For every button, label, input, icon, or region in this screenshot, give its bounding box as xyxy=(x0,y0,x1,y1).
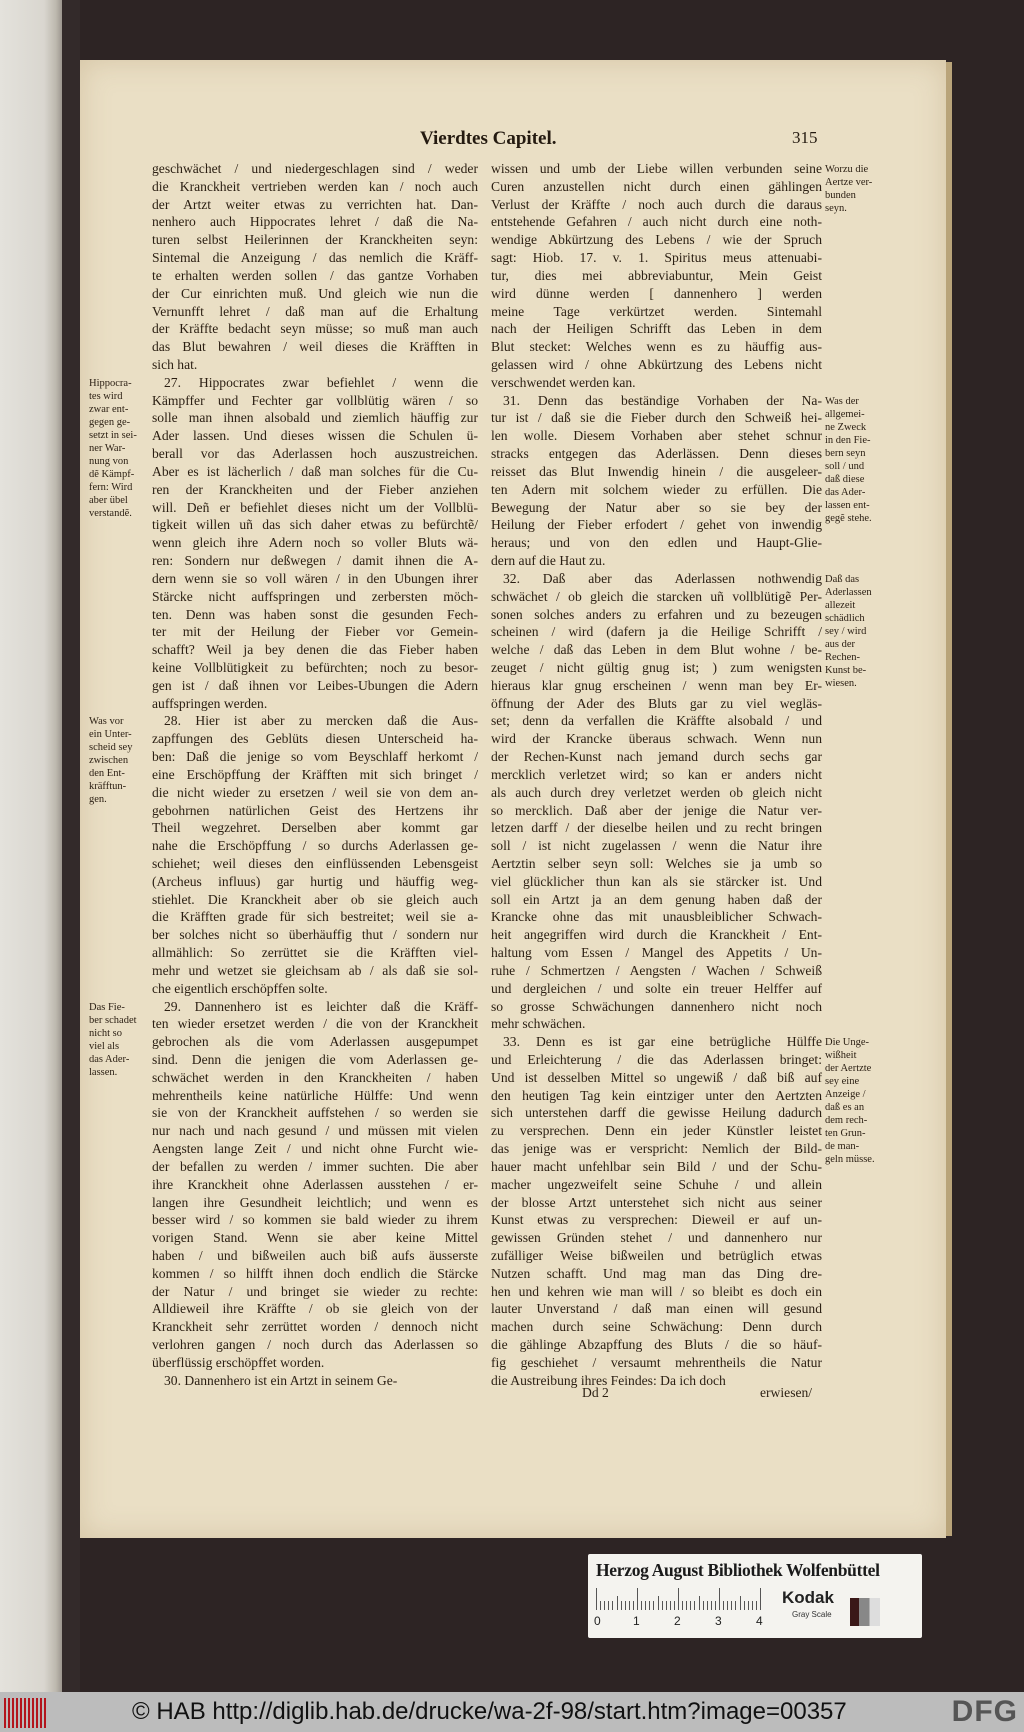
text-line: heraus; und von den edlen und Haupt-Glie- xyxy=(491,535,822,551)
ruler-tick xyxy=(744,1601,745,1610)
margin-note-line: allezeit xyxy=(825,599,856,611)
text-line: sind. Denn die jenigen die vom Aderlassen ge- xyxy=(152,1052,478,1067)
gray-scale-label: Gray Scale xyxy=(792,1610,832,1619)
text-line: und Erleichterung / die das Aderlassen bringet: xyxy=(491,1052,822,1067)
ruler-tick xyxy=(621,1601,622,1610)
text-line: ren der Kranckheiten und der Fieber anziehen xyxy=(152,481,478,497)
text-line: Ader lassen. Und dieses wissen die Schulen ü- xyxy=(152,428,478,444)
text-line: stiehlet. Die Kranckheit aber ob sie gleich auch xyxy=(152,891,478,907)
margin-note-line: seyn. xyxy=(825,203,847,214)
text-line: wendige Abkürtzung des Lebens / wie der Spruch xyxy=(491,232,822,248)
text-line: 31. Denn das beständige Vorhaben der Na- xyxy=(503,392,822,408)
ruler-tick xyxy=(600,1601,601,1610)
text-line: schwächet werden in den Kranckheiten / haben xyxy=(152,1069,478,1085)
margin-note-line: das Ader- xyxy=(89,1053,130,1065)
text-line: ben: Daß die jenige so vom Beyschlaff herkomt / xyxy=(152,749,478,765)
text-line: die nicht wieder zu ersetzen / weil sie von dem an- xyxy=(152,784,478,800)
margin-note-line: daß es an xyxy=(825,1102,865,1114)
text-line: Vernunfft lehret / daß man auf die Erhaltung xyxy=(152,303,478,319)
margin-note-line: der Aertzte xyxy=(825,1063,872,1075)
ruler-scale xyxy=(596,1588,776,1610)
ruler-tick xyxy=(678,1588,679,1610)
text-line: Heilung der Fieber erfodert / gehet von inwendig xyxy=(491,517,822,533)
margin-note-left xyxy=(89,715,132,806)
text-line: der Cur einrichten muß. Und gleich wie nun die xyxy=(152,285,478,301)
text-line: will. Deñ er befiehlet dieses nicht um der Vollblü- xyxy=(152,499,478,515)
text-line: zu versprechen. Denn ein jeder Künstler leistet xyxy=(491,1123,822,1139)
margin-note-line: lassen. xyxy=(89,1066,118,1078)
text-line: nur nach und nach gesund / und müssen mit vielen xyxy=(152,1123,478,1139)
text-line: berall vor das Aderlassen hoch auszustreichen. xyxy=(152,446,478,462)
text-line: Nutzen schafft. Und mag man das Ding dre- xyxy=(491,1265,822,1281)
margin-note-line: sey eine xyxy=(825,1076,860,1088)
ruler-tick xyxy=(719,1588,720,1610)
text-line: besser wird / so kommen sie bald wieder zu ihrem xyxy=(152,1212,478,1228)
margin-note-line: kräfftun- xyxy=(89,781,127,793)
text-line: Sintemal die Anzeigung / das nemlich die Kräff- xyxy=(152,250,478,266)
text-line: und dergleichen / und solte ein treuer Helffer auf xyxy=(491,980,822,996)
ruler-tick xyxy=(727,1601,728,1610)
ruler-tick xyxy=(740,1596,741,1610)
margin-note-line: Kunst be- xyxy=(825,664,867,676)
ruler-tick xyxy=(694,1601,695,1610)
text-line: soll / ist nicht zugelassen / wenn die Natur ihre xyxy=(491,838,822,854)
text-line: ruhe / Schmertzen / Aengsten / Wachen / Schweiß xyxy=(491,962,822,978)
margin-note-line: daß diese xyxy=(825,473,865,485)
text-line: 27. Hippocrates zwar befiehlet / wenn die xyxy=(164,374,478,390)
text-line: reisset das Blut Inwendig hinein / die ausgeleer- xyxy=(491,463,822,479)
text-line: als auch durch drey verletzet werden ob gleich nicht xyxy=(491,784,822,800)
margin-note-line: nung von xyxy=(89,455,129,467)
ruler-tick xyxy=(703,1601,704,1610)
ruler-tick xyxy=(662,1601,663,1610)
margin-note-line: de man- xyxy=(825,1141,860,1153)
margin-note-line: bern seyn xyxy=(825,447,866,459)
text-line: wissen und umb der Liebe willen verbunden seine xyxy=(491,161,822,176)
text-line: mehr und wetzet sie gleichsam ab / als daß sie sol- xyxy=(152,962,478,978)
text-line: schafft? Weil ja bey denen die das Fieber haben xyxy=(152,642,478,658)
text-line: der Artzt weiter etwas zu verrichten hat. Dan- xyxy=(152,196,478,212)
text-line: fig geschiehet / versaumt mehrentheils die Natur xyxy=(491,1354,822,1370)
text-line: tur ist / daß sie die Fieber durch den Schweiß hei- xyxy=(491,410,822,426)
ruler-tick xyxy=(760,1588,761,1610)
ruler-tick xyxy=(735,1601,736,1610)
text-line: geschwächet / und niedergeschlagen sind / weder xyxy=(152,161,478,176)
margin-note-line: sey / wird xyxy=(825,625,867,637)
ruler-tick xyxy=(666,1601,667,1610)
text-line: Bewegung der Natur aber so sie bey der xyxy=(491,499,822,515)
text-line: so grosse Schwächungen dannenhero nicht noch xyxy=(491,998,822,1014)
text-line: 32. Daß aber das Aderlassen nothwendig xyxy=(503,570,822,586)
ruler-tick xyxy=(629,1601,630,1610)
text-line: ter mit der Heilung der Fieber vor Gemein- xyxy=(152,624,478,640)
text-line: das jenige was er verspricht: Nemlich der Bild- xyxy=(491,1141,822,1157)
text-line: der Natur / und bringet sie wieder zu rechte: xyxy=(152,1283,478,1299)
scale-number: 1 xyxy=(633,1614,640,1628)
text-line: hen und kehren wie man will / so bleibt es doch ein xyxy=(491,1283,822,1299)
text-line: der befallen zu werden / immer suchten. Die aber xyxy=(152,1158,478,1174)
margin-note-line: viel als xyxy=(89,1040,120,1052)
margin-note-line: geln müsse. xyxy=(825,1154,875,1166)
text-line: tigkeit willen uñ das sich daher etwas zu befürchtẽ/ xyxy=(152,517,478,533)
text-line: schiehet; weil dieses den einflüssenden Lebensgeist xyxy=(152,855,478,871)
text-line: mehr schwächen. xyxy=(491,1016,586,1032)
text-line: 33. Denn es ist gar eine betrügliche Hülffe xyxy=(503,1034,822,1050)
text-line: lauter Unverstand / daß man einen will gesund xyxy=(491,1301,822,1317)
ruler-tick xyxy=(670,1601,671,1610)
scale-number: 3 xyxy=(715,1614,722,1628)
library-name: Herzog August Bibliothek Wolfenbüttel xyxy=(596,1560,880,1580)
ruler-tick xyxy=(625,1601,626,1610)
text-line: der Rechen-Kunst nach jemand durch sechs gar xyxy=(491,749,822,765)
text-line: gelassen wird / ohne Abkürtzung des Lebens nicht xyxy=(491,357,822,373)
text-line: verlohren gangen / noch durch das Aderlassen so xyxy=(152,1337,478,1353)
text-line: len wolle. Diesem Vorhaben aber stehet schnur xyxy=(491,428,822,444)
margin-note-left xyxy=(89,377,137,520)
text-line: solle man ihnen alsobald und ziemlich häuffig zur xyxy=(152,410,478,426)
text-line: die Kräfften grade für sich bestreitet; weil sie a- xyxy=(152,909,478,925)
catchword: erwiesen/ xyxy=(760,1385,813,1400)
margin-note-line: Aderlassen xyxy=(825,586,872,598)
ruler-tick xyxy=(723,1601,724,1610)
margin-note-line: ner War- xyxy=(89,442,126,454)
margin-note-line: ber schadet xyxy=(89,1014,137,1026)
running-title: Vierdtes Capitel. xyxy=(420,128,557,149)
text-line: keine Vollblütigkeit zu befürchten; noch zu besor- xyxy=(152,659,478,675)
text-line: kommen / so hilfft ihnen doch endlich die Stärcke xyxy=(152,1265,478,1281)
text-line: Alldieweil ihre Kräffte / ob sie gleich von der xyxy=(152,1301,478,1317)
margin-note-line: dẽ Kämpf- xyxy=(89,468,135,480)
page-number: 315 xyxy=(792,128,818,147)
text-line: so mercklich. Daß aber der jenige die Natur ver- xyxy=(491,802,822,818)
margin-note-line: aus der xyxy=(825,638,856,650)
hab-logo-icon xyxy=(4,1698,46,1728)
text-line: dern auf die Haut zu. xyxy=(491,553,606,569)
text-line: 28. Hier ist aber zu mercken daß die Aus- xyxy=(164,713,478,729)
margin-note-line: zwischen xyxy=(89,755,129,767)
margin-note-line: Aertze ver- xyxy=(825,177,873,188)
ruler-tick xyxy=(707,1601,708,1610)
text-line: che eigentlich erschöpffen solte. xyxy=(152,980,328,996)
margin-note-line: das Ader- xyxy=(825,486,866,498)
text-line: stracks entgegen das Aderlässen. Denn dieses xyxy=(491,446,822,462)
dfg-logo: DFG xyxy=(951,1695,1018,1728)
margin-note-line: ne Zweck xyxy=(825,421,867,433)
text-line: sagt: Hiob. 17. v. 1. Spiritus meus attenuabi- xyxy=(491,250,822,266)
text-line: Stärcke nicht auffspringen und zerbersten möch- xyxy=(152,588,478,604)
ruler-tick xyxy=(690,1601,691,1610)
text-line: ten Adern mit solchem wieder zu erfüllen. Die xyxy=(491,481,822,497)
ruler-tick xyxy=(748,1601,749,1610)
text-line: gebrochen als die vom Aderlassen ausgepumpet xyxy=(152,1034,478,1050)
text-line: ten wieder ersetzet werden / die von der Kranckheit xyxy=(152,1016,478,1032)
text-line: nahe die Erschöpffung / so durchs Aderlassen ge- xyxy=(152,838,478,854)
text-line: nach der Heiligen Schrifft das Leben in dem xyxy=(491,321,822,337)
margin-note-line: nicht so xyxy=(89,1027,122,1039)
margin-note-line: Rechen- xyxy=(825,651,860,663)
text-line: schwächet / ob gleich die starcken uñ vollblütigẽ Per- xyxy=(491,588,822,604)
margin-note-line: verstandẽ. xyxy=(89,507,132,519)
page-gutter-shadow xyxy=(62,0,80,1692)
text-line: heit angegriffen wird durch die Kranckheit / Ent- xyxy=(491,927,822,943)
ruler-tick xyxy=(637,1588,638,1610)
text-line: öffnung der Ader des Bluts gar zu viel wegläs- xyxy=(491,695,822,711)
text-line: eine Erschöpffung der Kräfften mit sich bringet / xyxy=(152,766,478,782)
margin-note-right xyxy=(825,573,872,690)
text-line: haben / und bißweilen auch biß aufs äusserste xyxy=(152,1248,478,1264)
text-line: letzen darff / der dieselbe heilen und zu recht bringen xyxy=(491,820,822,836)
text-line: scheinen / wird (dafern ja die Heilige Schrifft / xyxy=(491,624,822,640)
ruler-tick xyxy=(596,1588,597,1610)
text-line: sich hat. xyxy=(152,357,198,373)
margin-note-line: scheid sey xyxy=(89,742,133,754)
margin-note-line: wiesen. xyxy=(825,677,857,689)
margin-note-line: lassen ent- xyxy=(825,499,870,511)
ruler-tick xyxy=(658,1596,659,1610)
margin-note-line: Hippocra- xyxy=(89,377,132,389)
text-line: wenn gleich ihre Adern noch so voller Bluts wä- xyxy=(152,535,478,551)
margin-note-line: dem rech- xyxy=(825,1115,868,1127)
ruler-tick xyxy=(699,1596,700,1610)
text-line: mehrentheils keine natürliche Hülffe: Und wenn xyxy=(152,1087,478,1103)
margin-note-line: setzt in sei- xyxy=(89,429,137,441)
text-line: Blut stecket: Welches wenn es zu häuffig aus- xyxy=(491,339,822,355)
margin-note-right xyxy=(825,395,872,525)
text-line: sich unterstehen darff die gewisse Heilung dadurch xyxy=(491,1105,822,1121)
text-line: meine Tage verkürtzet werden. Sintemahl xyxy=(491,303,822,319)
margin-note-line: fern: Wird xyxy=(89,481,133,493)
text-line: mercklich verletzet wird; so kan er anders nicht xyxy=(491,766,822,782)
text-line: verschwendet werden kan. xyxy=(491,374,636,390)
margin-note-line: gen. xyxy=(89,794,107,806)
text-line: Kunst etwas zu versprechen: Dieweil er auf un- xyxy=(491,1212,822,1228)
text-line: macher ungezweifelt seine Schuhe / und allein xyxy=(491,1176,822,1192)
ruler-tick xyxy=(645,1601,646,1610)
text-line: vorigen Stand. Wenn sie aber keine Mittel xyxy=(152,1230,478,1246)
signature-mark: Dd 2 xyxy=(582,1385,609,1400)
margin-note-line: Daß das xyxy=(825,573,860,585)
text-line: die Kranckheit vertrieben werden kan / noch auch xyxy=(152,178,478,194)
text-line: Kämpffer und Fechter gar vollblütig wären / so xyxy=(152,392,478,408)
text-line: die Austreibung ihres Feindes: Da ich doch xyxy=(491,1372,726,1388)
text-line: tur, dies mei abbreviabuntur, Mein Geist xyxy=(491,267,822,283)
margin-note-line: ten Grun- xyxy=(825,1128,866,1140)
page-edge xyxy=(946,62,952,1536)
text-line: ren: Sondern nur deßwegen / damit ihnen die A- xyxy=(152,553,478,569)
margin-note-line: allgemei- xyxy=(825,408,865,420)
text-line: machen durch seine Schwächung: Denn durch xyxy=(491,1319,822,1335)
ruler-tick xyxy=(682,1601,683,1610)
gray-scale-swatch xyxy=(850,1598,880,1626)
margin-note-left xyxy=(89,1001,137,1079)
color-calibration-card xyxy=(588,1554,922,1638)
text-line: wird der Krancke überaus schwach. Wenn nun xyxy=(491,731,822,747)
text-line: Aengsten lange Zeit / und nicht ohne Furcht wie- xyxy=(152,1141,478,1157)
margin-note-right xyxy=(825,163,872,215)
scale-number: 4 xyxy=(756,1614,763,1628)
margin-note-line: ein Unter- xyxy=(89,729,132,741)
text-line: ber solches nicht so überhäuffig thut / sondern nur xyxy=(152,927,478,943)
margin-note-line: Was der xyxy=(825,395,859,407)
text-line: haltung vom Essen / Mangel des Appetits / Un- xyxy=(491,945,822,961)
ruler-tick xyxy=(633,1601,634,1610)
ruler-tick xyxy=(612,1601,613,1610)
text-line: hauer macht unfehlbar sein Bild / und der Schu- xyxy=(491,1158,822,1174)
text-line: Krancke ohne das mit unausbleiblicher Schwach- xyxy=(491,909,822,925)
scale-number: 0 xyxy=(594,1614,601,1628)
text-line: zapffungen des Geblüts diesen Unterscheid ha- xyxy=(152,731,478,747)
copyright-link[interactable]: © HAB http://diglib.hab.de/drucke/wa-2f-98/start.htm?image=00357 xyxy=(132,1698,847,1725)
ruler-tick xyxy=(752,1601,753,1610)
text-line: langen ihre Gesundheit leichtlich; und wenn es xyxy=(152,1194,478,1210)
ruler-tick xyxy=(711,1601,712,1610)
bottom-copyright-bar xyxy=(0,1692,1024,1732)
ruler-tick xyxy=(674,1601,675,1610)
text-line: sie von der Kranckheit auffstehen / so werden sie xyxy=(152,1105,478,1121)
text-line: der Kräffte bedacht seyn müsse; so muß man auch xyxy=(152,321,478,337)
margin-note-line: aber übel xyxy=(89,494,128,506)
text-line: ten. Denn was haben sonst die gesunden Fech- xyxy=(152,606,478,622)
text-line: Und ist desselben Mittel so ungewiß / daß biß auf xyxy=(491,1069,822,1085)
ruler-tick xyxy=(649,1601,650,1610)
text-line: welche / daß das Leben in dem Blut wohne / be- xyxy=(491,642,822,658)
ruler-tick xyxy=(756,1601,757,1610)
margin-note-line: zwar ent- xyxy=(89,403,129,415)
kodak-brand: Kodak xyxy=(782,1588,834,1607)
text-line: Curen anzustellen nicht durch einen gählingen xyxy=(491,178,822,194)
margin-note-line: gegẽ stehe. xyxy=(825,512,872,524)
ruler-tick xyxy=(604,1601,605,1610)
text-line: allmählich: So zerrüttet sie die Kräfften viel- xyxy=(152,945,478,961)
ruler-tick xyxy=(641,1601,642,1610)
text-line: auffspringen werden. xyxy=(152,695,268,711)
margin-note-line: Die Unge- xyxy=(825,1037,870,1049)
text-line: set; denn da verfallen die Kräffte alsobald / und xyxy=(491,713,822,729)
text-line: Verlust der Kräffte / noch auch durch die daraus xyxy=(491,196,822,212)
text-line: (Archeus influus) gar hurtig und häuffig weg- xyxy=(152,873,478,889)
text-line: Kranckheit sehr zerrüttet worden / dennoch nicht xyxy=(152,1319,478,1335)
text-line: sonen solches anders zu erfahren und zu bezeugen xyxy=(491,606,822,622)
margin-note-line: tes wird xyxy=(89,390,123,402)
margin-note-line: wißheit xyxy=(825,1050,857,1062)
scale-number: 2 xyxy=(674,1614,681,1628)
margin-note-line: in den Fie- xyxy=(825,434,871,446)
text-line: gewissen Gründen stehet / und dannenhero nur xyxy=(491,1230,822,1246)
ruler-tick xyxy=(617,1596,618,1610)
text-line: entstehende Gefahren / auch nicht durch eine noth- xyxy=(491,214,822,230)
margin-note-right xyxy=(825,1036,875,1166)
text-line: zufälliger Weise bißweilen und betrüglich etwas xyxy=(491,1248,822,1264)
text-line: gebohrnen natürlichen Geist des Hertzens ihr xyxy=(152,802,478,818)
margin-note-line: gegen ge- xyxy=(89,416,131,428)
text-line: 29. Dannenhero ist es leichter daß die Kräff- xyxy=(164,998,478,1014)
text-line: das Blut bewahren / weil dieses die Kräfften in xyxy=(152,339,478,355)
text-line: 30. Dannenhero ist ein Artzt in seinem Ge- xyxy=(164,1372,398,1388)
ruler-tick xyxy=(653,1601,654,1610)
ruler-tick xyxy=(686,1601,687,1610)
text-line: der blosse Artzt unterstehet sich nicht aus seiner xyxy=(491,1194,822,1210)
text-line: gen ist / daß ihnen vor Leibes-Ubungen die Adern xyxy=(152,677,478,693)
text-line: Aber es ist lächerlich / daß man solches für die Cu- xyxy=(152,463,478,479)
text-line: die gählinge Abzapffung des Bluts / die so häuf- xyxy=(491,1337,822,1353)
ruler-tick xyxy=(715,1601,716,1610)
margin-note-line: schädlich xyxy=(825,612,865,624)
margin-note-line: soll / und xyxy=(825,460,865,472)
ruler-tick xyxy=(608,1601,609,1610)
text-line: zeuget / nicht gültig gnug ist; ) zum wenigsten xyxy=(491,659,822,675)
text-line: den heutigen Tag kein eintziger unter den Aertzten xyxy=(491,1087,822,1103)
text-line: nenhero auch Hippocrates lehret / daß die Na- xyxy=(152,214,478,230)
text-line: Theil wegzehret. Derselben aber kommt gar xyxy=(152,820,478,836)
margin-note-line: Das Fie- xyxy=(89,1001,125,1013)
margin-note-line: Worzu die xyxy=(825,164,869,175)
text-line: hieraus klar gnug erscheinen / wenn man bey Er- xyxy=(491,677,822,693)
margin-note-line: Anzeige / xyxy=(825,1089,866,1101)
text-line: soll ein Artzt ja an dem genung haben daß der xyxy=(491,891,822,907)
text-line: ihre Kranckheit ohne Aderlassen ausstehen / er- xyxy=(152,1176,478,1192)
text-line: turen selbst Heilerinnen der Kranckheiten seyn: xyxy=(152,232,478,248)
text-line: te erhalten werden sollen / das gantze Vorhaben xyxy=(152,267,478,283)
ruler-tick xyxy=(731,1601,732,1610)
margin-note-line: bunden xyxy=(825,190,856,201)
text-line: überflüssig erschöpffet worden. xyxy=(152,1354,325,1370)
margin-note-line: den Ent- xyxy=(89,768,125,780)
text-line: viel glücklicher thun kan als sie stärcker ist. Und xyxy=(491,873,822,889)
margin-note-line: Was vor xyxy=(89,716,124,728)
text-line: Aertztin selber seyn soll: Welches sie ja umb so xyxy=(491,855,822,871)
text-line: wird dünne werden [ dannenhero ] werden xyxy=(491,285,822,301)
text-line: dern wenn sie so voll wären / in den Ubungen ihrer xyxy=(152,570,478,586)
